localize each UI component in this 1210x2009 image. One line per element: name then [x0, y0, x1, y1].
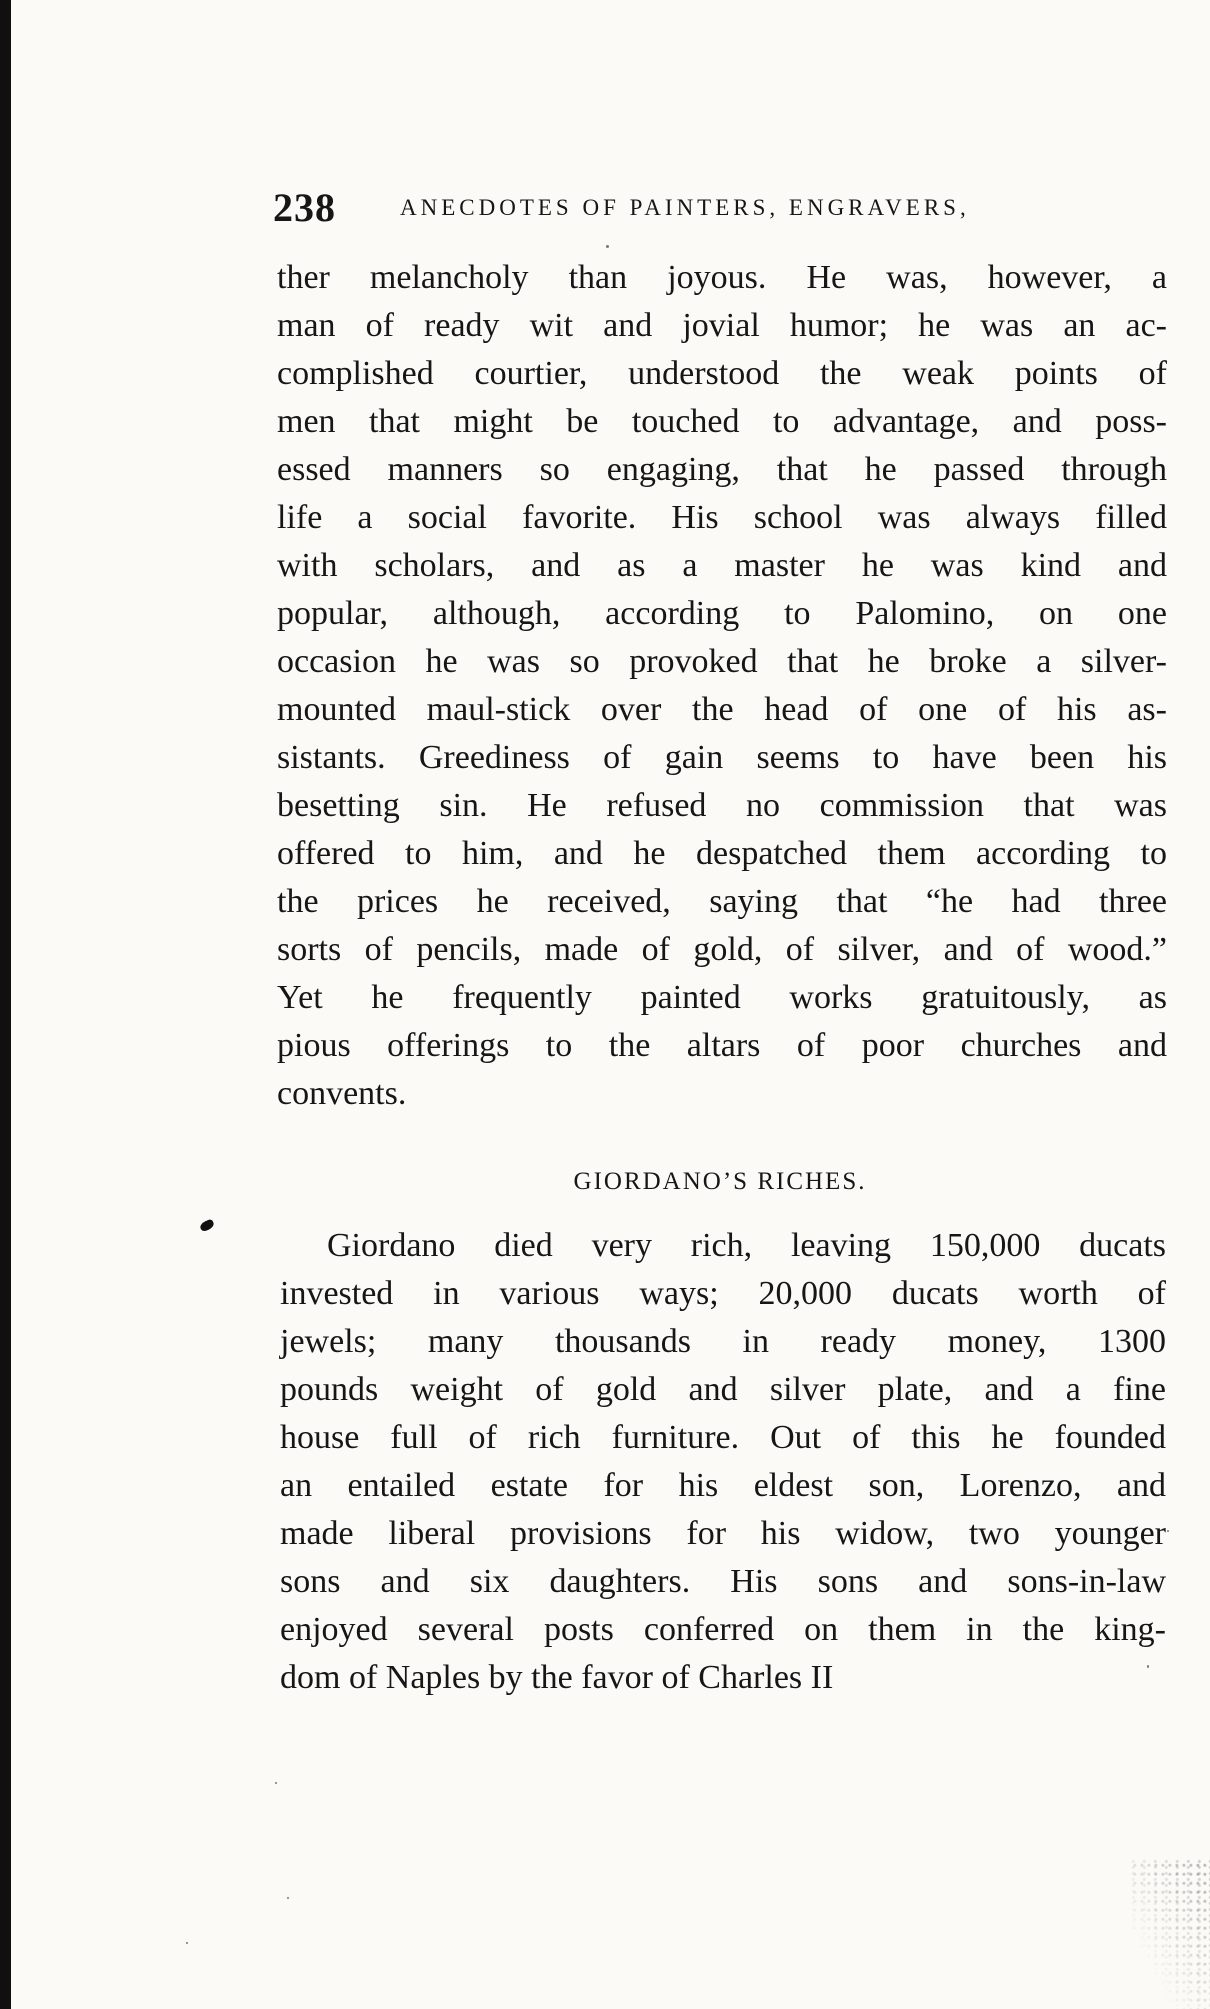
text-line: essed manners so engaging, that he passed through	[277, 451, 1167, 488]
text-line: occasion he was so provoked that he broke a silver-	[277, 643, 1167, 680]
text-line: man of ready wit and jovial humor; he was an ac-	[277, 307, 1167, 344]
text-line: with scholars, and as a master he was kind and	[277, 547, 1167, 584]
text-line: life a social favorite. His school was always filled	[277, 499, 1167, 536]
text-line: sorts of pencils, made of gold, of silver, and of wood.”	[277, 931, 1167, 968]
paper-speck	[186, 1942, 188, 1944]
text-line: men that might be touched to advantage, and poss-	[277, 403, 1167, 440]
paper-speck	[275, 1782, 277, 1784]
text-line: invested in various ways; 20,000 ducats worth of	[280, 1275, 1166, 1312]
page-header	[273, 183, 1153, 233]
text-line: sons and six daughters. His sons and sons-in-law	[280, 1563, 1166, 1600]
text-line: pounds weight of gold and silver plate, and a fine	[280, 1371, 1166, 1408]
paper-speck	[1147, 1665, 1149, 1668]
text-line: convents.	[277, 1075, 407, 1112]
running-title: ANECDOTES OF PAINTERS, ENGRAVERS,	[400, 195, 970, 220]
text-line: dom of Naples by the favor of Charles II	[280, 1659, 834, 1696]
text-line: pious offerings to the altars of poor churches and	[277, 1027, 1167, 1064]
text-line: house full of rich furniture. Out of this he founded	[280, 1419, 1166, 1456]
page-number: 238	[273, 185, 336, 230]
paper-speck	[287, 1897, 289, 1899]
main-paragraph	[277, 254, 1167, 1118]
text-line: sistants. Greediness of gain seems to have been his	[277, 739, 1167, 776]
text-line: popular, although, according to Palomino, on one	[277, 595, 1167, 632]
text-line: mounted maul-stick over the head of one of his as-	[277, 691, 1167, 728]
paper-edge-noise	[1130, 1859, 1210, 2009]
text-line: Yet he frequently painted works gratuitously, as	[277, 979, 1167, 1016]
ink-blot	[199, 1218, 215, 1232]
text-line: complished courtier, understood the weak points of	[277, 355, 1167, 392]
text-line: jewels; many thousands in ready money, 1300	[280, 1323, 1166, 1360]
text-line: the prices he received, saying that “he had three	[277, 883, 1167, 920]
text-line: Giordano died very rich, leaving 150,000 ducats	[327, 1227, 1166, 1264]
text-line: offered to him, and he despatched them according to	[277, 835, 1167, 872]
page-edge-shadow	[0, 0, 11, 2009]
paper-speck	[606, 245, 609, 248]
text-line: an entailed estate for his eldest son, Lorenzo, and	[280, 1467, 1166, 1504]
paper-speck	[1167, 1530, 1169, 1532]
text-line: besetting sin. He refused no commission that was	[277, 787, 1167, 824]
section-paragraph	[280, 1222, 1166, 1702]
text-line: ther melancholy than joyous. He was, however, a	[277, 259, 1167, 296]
text-line: enjoyed several posts conferred on them in the king-	[280, 1611, 1166, 1648]
section-heading: GIORDANO’S RICHES.	[573, 1168, 867, 1195]
text-line: made liberal provisions for his widow, two younger	[280, 1515, 1166, 1552]
